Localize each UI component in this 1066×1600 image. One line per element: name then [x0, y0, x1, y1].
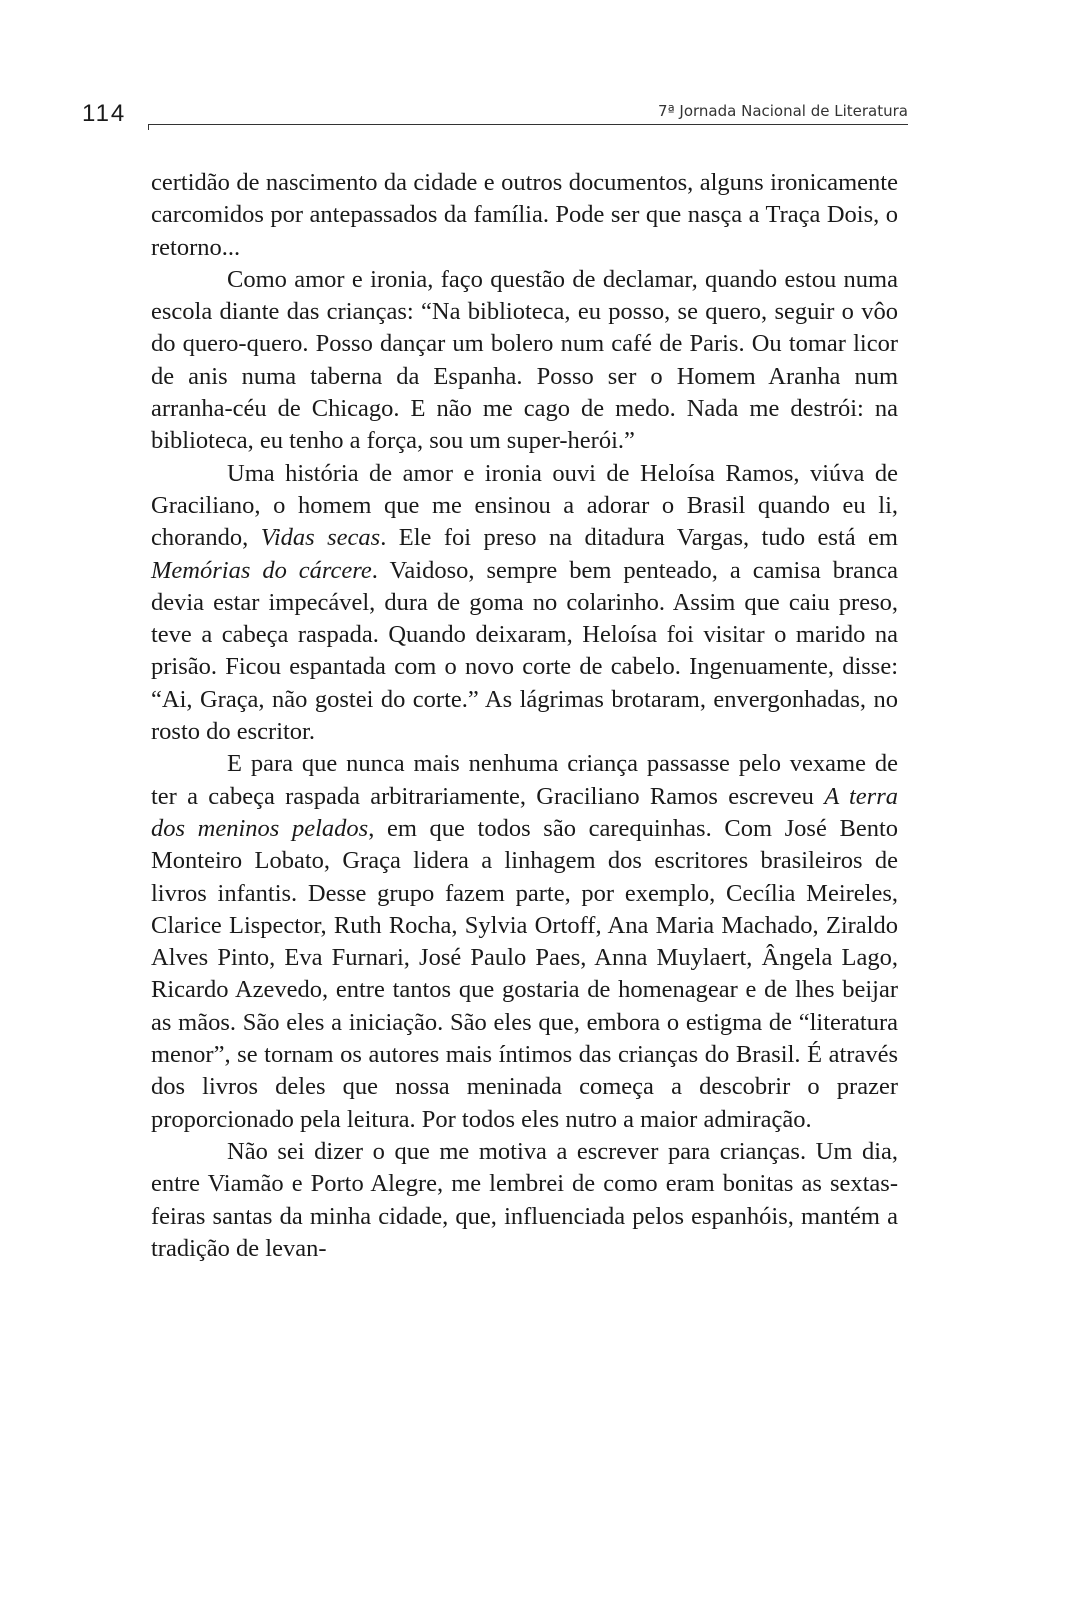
book-title-memorias-do-carcere: Memórias do cárcere: [151, 556, 372, 584]
paragraph-3-text-c: . Ele foi preso na ditadura Vargas, tudo está em: [380, 524, 898, 552]
paragraph-4-text-c: , em que todos são carequinhas. Com José Bento Monteiro Lobato, Graça lidera a linhagem dos escritores brasileiros de livros infantis. Desse grupo fazem parte, por exemplo, Cecília Meireles, Clarice Lispector, Ruth Rocha, Sylvia Ortoff, Ana Maria Machado, Ziraldo Alves Pinto, Eva Furnari, José Paulo Paes, Anna Muylaert, Ângela Lago, Ricardo Azevedo, entre tantos que gostaria de homenagear e de lhes beijar as mãos. São eles a iniciação. São eles que, embora o estigma de “literatura menor”, se tornam os autores mais íntimos das crianças do Brasil. É através dos livros deles que nossa meninada começa a descobrir o prazer proporcionado pela leitura. Por todos eles nutro a maior admiração.: [151, 814, 898, 1133]
paragraph-1: certidão de nascimento da cidade e outros documentos, alguns ironicamente carcomidos por antepassados da família. Pode ser que nasça a Traça Dois, o retorno...: [151, 169, 898, 261]
paragraph-4: [151, 748, 898, 1136]
running-head: 7ª Jornada Nacional de Literatura: [658, 102, 908, 120]
header-rule: [148, 124, 908, 125]
paragraph-5: Não sei dizer o que me motiva a escrever para crianças. Um dia, entre Viamão e Porto Alegre, me lembrei de como eram bonitas as sextas-feiras santas da minha cidade, que, influenciada pelos espanhóis, mantém a tradição de levan-: [151, 1137, 898, 1262]
paragraph-3-text-e: . Vaidoso, sempre bem penteado, a camisa branca devia estar impecável, dura de goma no colarinho. Assim que caiu preso, teve a cabeça raspada. Quando deixaram, Heloísa foi visitar o marido na prisão. Ficou espantada com o novo corte de cabelo. Ingenuamente, disse: “Ai, Graça, não gostei do corte.” As lágrimas brotaram, envergonhadas, no rosto do escritor.: [151, 556, 898, 746]
paragraph-3: [151, 458, 898, 749]
header-rule-tick: [148, 124, 149, 130]
paragraph-3-text-a: Uma história de amor e ironia ouvi de Heloísa Ramos, viúva de Graciliano, o homem que me ensinou a adorar o Brasil quando eu li, chorando,: [151, 459, 898, 552]
page-number: 114: [82, 100, 127, 127]
book-title-a-terra-dos-meninos-pelados: A terra dos meninos pelados: [151, 782, 898, 842]
body-text: [151, 167, 898, 1265]
book-title-vidas-secas: Vidas secas: [260, 524, 381, 552]
paragraph-2: Como amor e ironia, faço questão de declamar, quando estou numa escola diante das crianças: “Na biblioteca, eu posso, se quero, seguir o vôo do quero-quero. Posso dançar um bolero num café de Paris. Ou tomar licor de anis numa taberna da Espanha. Posso ser o Homem Aranha num arranha-céu de Chicago. E não me cago de medo. Nada me destrói: na biblioteca, eu tenho a força, sou um super-herói.”: [151, 265, 898, 455]
paragraph-4-text-a: E para que nunca mais nenhuma criança passasse pelo vexame de ter a cabeça raspada arbitrariamente, Graciliano Ramos escreveu: [151, 750, 898, 810]
page-header: [82, 98, 908, 132]
